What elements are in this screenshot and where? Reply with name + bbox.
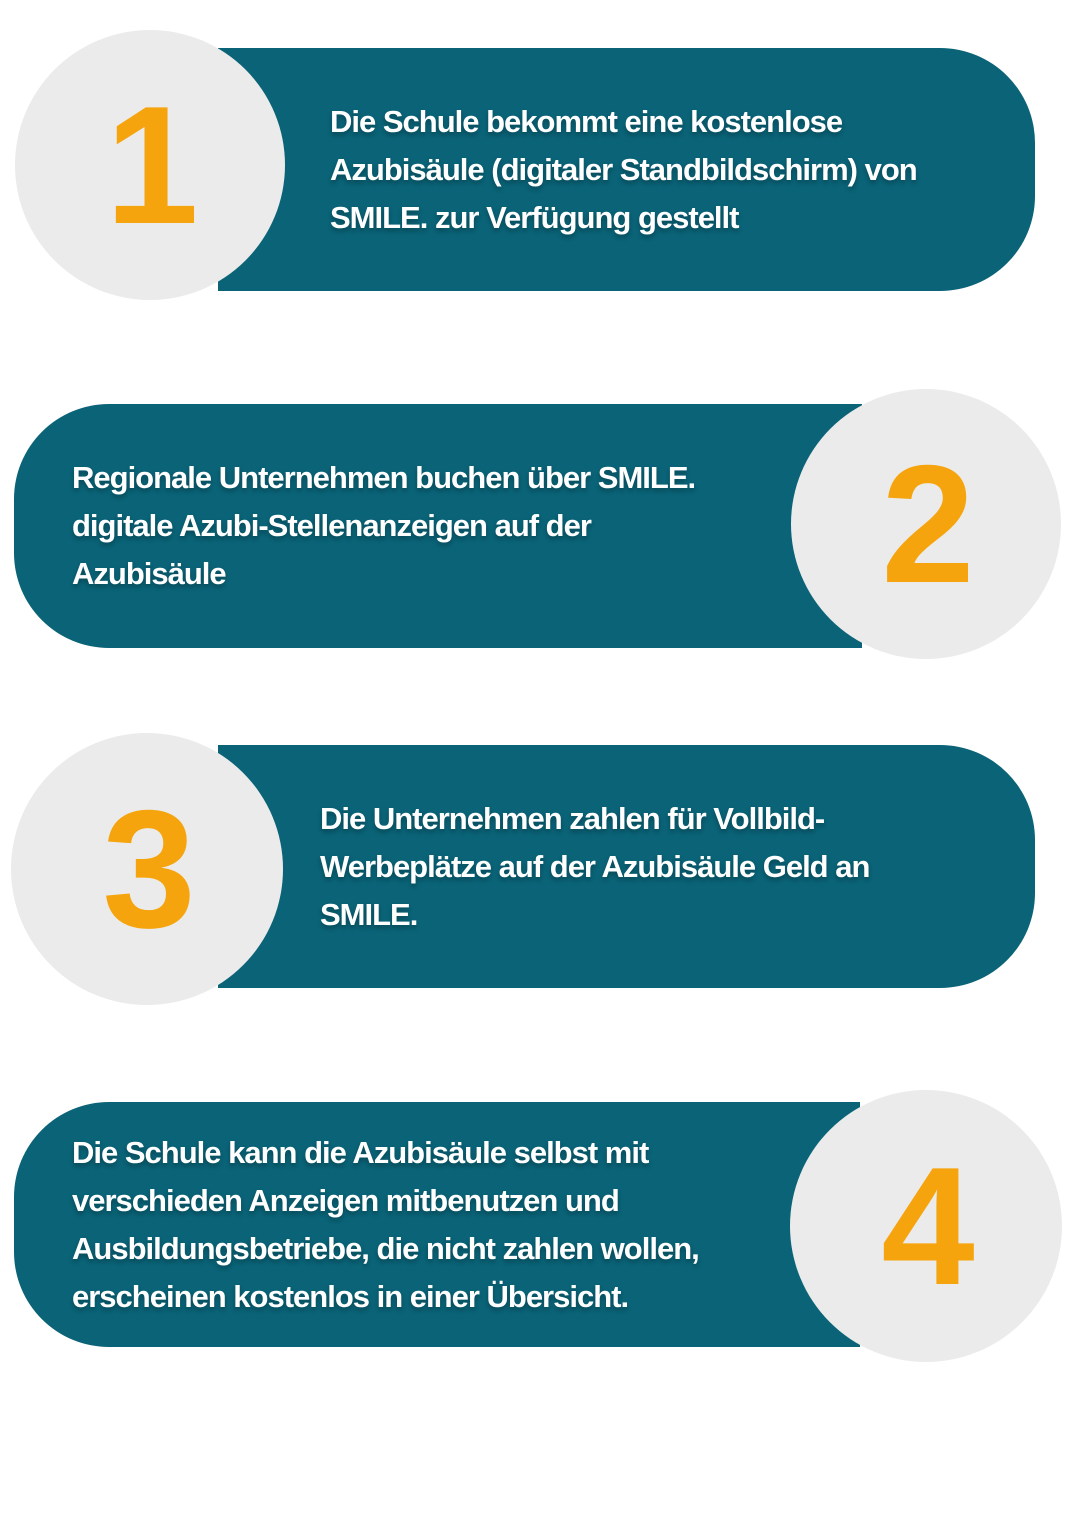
step-4-text — [72, 1129, 699, 1321]
step-4-line-1: Die Schule kann die Azubisäule selbst mit — [72, 1135, 649, 1170]
step-2-number-circle — [791, 389, 1061, 659]
step-2-line-1: Regionale Unternehmen buchen über SMILE. — [72, 460, 696, 495]
step-3-line-3: SMILE. — [320, 897, 418, 932]
step-1-line-1: Die Schule bekommt eine kostenlose — [330, 104, 843, 139]
step-3-line-1: Die Unternehmen zahlen für Vollbild- — [320, 801, 825, 836]
step-3-line-2: Werbeplätze auf der Azubisäule Geld an — [320, 849, 870, 884]
step-4-line-2: verschieden Anzeigen mitbenutzen und — [72, 1183, 619, 1218]
step-3-number-circle — [11, 733, 283, 1005]
step-1-number-circle — [15, 30, 285, 300]
step-1-number: 1 — [105, 71, 195, 259]
step-3-number: 3 — [102, 775, 192, 963]
step-2-number: 2 — [881, 430, 971, 618]
step-2-text — [72, 454, 695, 598]
step-4-number-circle — [790, 1090, 1062, 1362]
step-4-line-4: erscheinen kostenlos in einer Übersicht. — [72, 1279, 629, 1314]
step-1-line-3: SMILE. zur Verfügung gestellt — [330, 200, 739, 235]
step-3-text — [320, 795, 869, 939]
step-2-line-2: digitale Azubi-Stellenanzeigen auf der — [72, 508, 591, 543]
step-4-line-3: Ausbildungsbetriebe, die nicht zahlen wollen, — [72, 1231, 699, 1266]
step-1-text — [330, 98, 917, 242]
step-2-line-3: Azubisäule — [72, 556, 226, 591]
step-1-line-2: Azubisäule (digitaler Standbildschirm) von — [330, 152, 917, 187]
step-4-number: 4 — [881, 1132, 971, 1320]
